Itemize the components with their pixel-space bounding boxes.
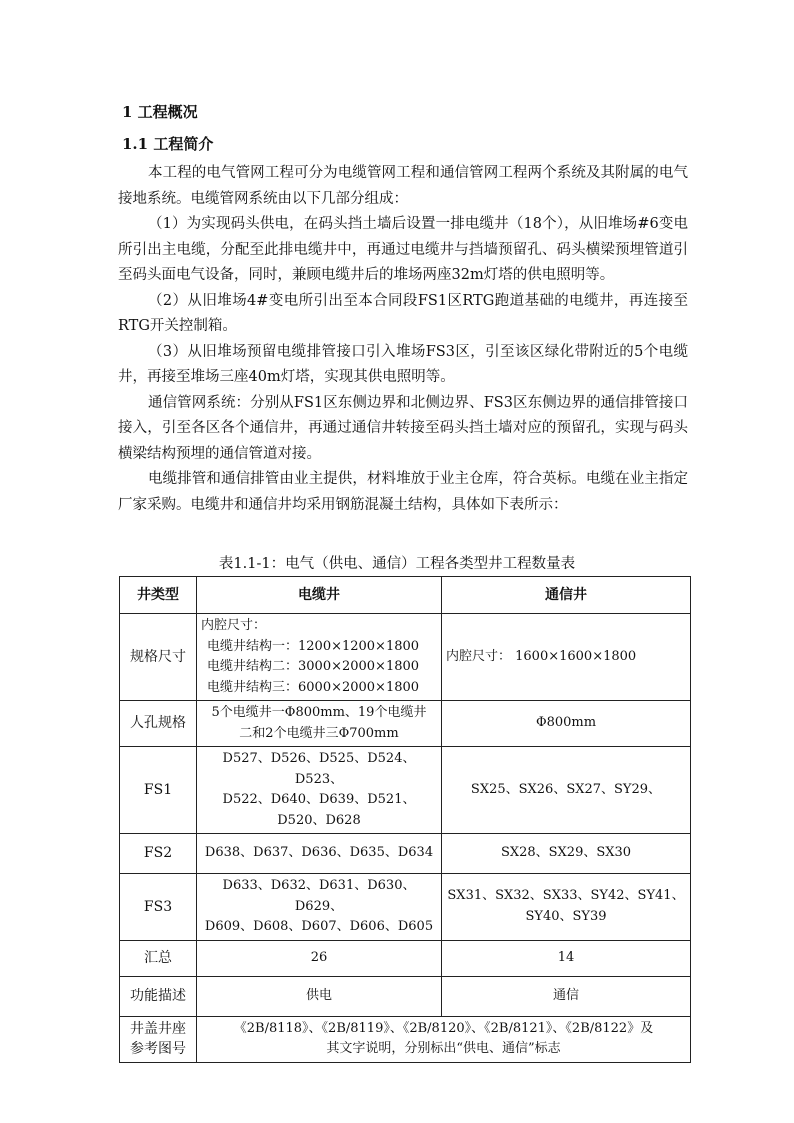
fs3-comm-line: SY40、SY39 <box>525 908 607 924</box>
fs3-comm-line: SX31、SX32、SX33、SY42、SY41、 <box>447 888 685 904</box>
cell-reference-text <box>197 1016 691 1062</box>
fs3-cable-line: D609、D608、D607、D606、D605 <box>204 919 434 934</box>
table-row <box>120 747 691 834</box>
cell-manhole-cable <box>197 701 442 747</box>
table-header-row <box>120 577 691 614</box>
spec-cable-line: 电缆井结构三：6000×2000×1800 <box>207 679 420 695</box>
header-comm-well: 通信井 <box>442 577 691 614</box>
spec-cable-line: 电缆井结构一：1200×1200×1800 <box>207 638 420 654</box>
row-label-fs2: FS2 <box>120 834 197 874</box>
reference-label-line: 参考图号 <box>130 1041 186 1057</box>
manhole-cable-line: 二和2个电缆井三Φ700mm <box>239 725 399 741</box>
table-row <box>120 940 691 976</box>
row-label-manhole: 人孔规格 <box>120 701 197 747</box>
manhole-cable-line: 5个电缆井一Φ800mm、19个电缆井 <box>211 705 427 720</box>
fs1-cable-line: D522、D640、D639、D521、D520、D628 <box>222 792 416 828</box>
row-label-reference <box>120 1016 197 1062</box>
cell-fs3-comm <box>442 874 691 941</box>
table-row <box>120 874 691 941</box>
cell-function-comm: 通信 <box>442 976 691 1016</box>
paragraph-intro: 本工程的电气管网工程可分为电缆管网工程和通信管网工程两个系统及其附属的电气接地系统。电缆管网系统由以下几部分组成： <box>118 165 688 207</box>
table-row <box>120 976 691 1016</box>
well-quantity-table <box>119 576 691 1063</box>
reference-text-line: 《2B/8118》、《2B/8119》、《2B/8120》、《2B/8121》、《2B/8122》及 <box>233 1020 654 1036</box>
row-label-fs3: FS3 <box>120 874 197 941</box>
cell-fs1-cable <box>197 747 442 834</box>
cell-total-cable: 26 <box>197 940 442 976</box>
header-well-type: 井类型 <box>120 577 197 614</box>
row-label-total: 汇总 <box>120 940 197 976</box>
table-row <box>120 701 691 747</box>
table-caption: 表1.1-1：电气（供电、通信）工程各类型井工程数量表 <box>218 556 576 572</box>
subsection-title: 1.1 工程简介 <box>122 135 214 153</box>
cell-fs2-comm: SX28、SX29、SX30 <box>442 834 691 874</box>
body-paragraphs <box>118 161 688 518</box>
section-title: 1 工程概况 <box>122 103 198 121</box>
cell-function-cable: 供电 <box>197 976 442 1016</box>
reference-text-line: 其文字说明，分别标出“供电、通信”标志 <box>326 1041 561 1056</box>
cell-fs1-comm: SX25、SX26、SX27、SY29、 <box>442 747 691 834</box>
fs3-cable-line: D633、D632、D631、D630、D629、 <box>222 878 416 914</box>
paragraph-item-3: （3）从旧堆场预留电缆排管接口引入堆场FS3区，引至该区绿化带附近的5个电缆井，再接至堆场三座40m灯塔，实现其供电照明等。 <box>118 343 688 385</box>
row-label-spec: 规格尺寸 <box>120 614 197 701</box>
row-label-function: 功能描述 <box>120 976 197 1016</box>
table-row <box>120 614 691 701</box>
paragraph-item-1: （1）为实现码头供电，在码头挡土墙后设置一排电缆井（18个），从旧堆场#6变电所引出主电缆，分配至此排电缆井中，再通过电缆井与挡墙预留孔、码头横梁预埋管道引至码头面电气设备，同时，兼顾电缆井后的堆场两座32m灯塔的供电照明等。 <box>118 216 688 283</box>
header-cable-well: 电缆井 <box>197 577 442 614</box>
paragraph-materials: 电缆排管和通信排管由业主提供，材料堆放于业主仓库，符合英标。电缆在业主指定厂家采购。电缆井和通信井均采用钢筋混凝土结构，具体如下表所示： <box>118 471 688 513</box>
paragraph-item-2: （2）从旧堆场4#变电所引出至本合同段FS1区RTG跑道基础的电缆井，再连接至RTG开关控制箱。 <box>118 292 688 334</box>
cell-spec-comm: 内腔尺寸： 1600×1600×1800 <box>442 614 691 701</box>
fs1-cable-line: D527、D526、D525、D524、D523、 <box>222 751 416 787</box>
paragraph-communication: 通信管网系统：分别从FS1区东侧边界和北侧边界、FS3区东侧边界的通信排管接口接入，引至各区各个通信井，再通过通信井转接至码头挡土墙对应的预留孔，实现与码头横梁结构预埋的通信管道对接。 <box>118 394 688 462</box>
reference-label-line: 井盖井座 <box>130 1020 186 1037</box>
cell-total-comm: 14 <box>442 940 691 976</box>
row-label-fs1: FS1 <box>120 747 197 834</box>
spec-cable-line: 内腔尺寸： <box>201 618 267 633</box>
table-row <box>120 1016 691 1062</box>
spec-cable-line: 电缆井结构二：3000×2000×1800 <box>207 659 420 674</box>
cell-fs2-cable: D638、D637、D636、D635、D634 <box>197 834 442 874</box>
cell-fs3-cable <box>197 874 442 941</box>
table-row <box>120 834 691 874</box>
cell-manhole-comm: Φ800mm <box>442 701 691 747</box>
cell-spec-cable <box>197 614 442 701</box>
